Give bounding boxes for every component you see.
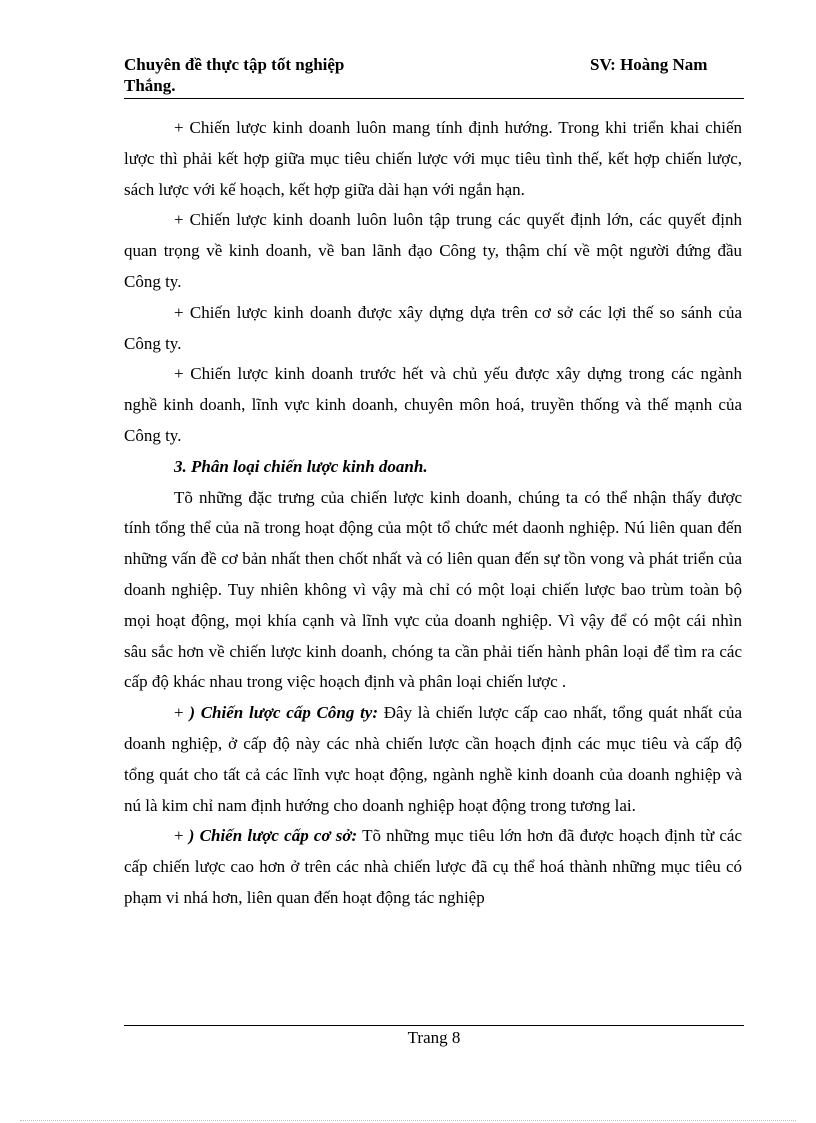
header-divider bbox=[124, 98, 744, 99]
paragraph-2: + Chiến lược kinh doanh luôn luôn tập trung các quyết định lớn, các quyết định quan trọng về kinh doanh, về ban lãnh đạo Công ty, thậm chí về một người đứng đầu Công ty. bbox=[124, 210, 742, 291]
header-title: Chuyên đề thực tập tốt nghiệp bbox=[124, 55, 345, 74]
paragraph-7-prefix: + bbox=[174, 826, 189, 846]
paragraph-5: Tõ những đặc trưng của chiến lược kinh doanh, chúng ta có thể nhận thấy được tính tổng thể của nã trong hoạt động của một tổ chức mét daonh nghiệp. Nú liên quan đến những vấn đề cơ bản nhất then chốt nhất và có liên quan đến sự tồn vong và phát triển của doanh nghiệp. Tuy nhiên không vì vậy mà chỉ có một loại chiến lược bao trùm toàn bộ mọi hoạt động, mọi khía cạnh và lĩnh vực của doanh nghiệp. Vì vậy để có một cái nhìn sâu sắc hơn về chiến lược kinh doanh, chóng ta cần phải tiến hành phân loại để tìm ra các cấp độ khác nhau trong việc hoạch định và phân loại chiến lược . bbox=[124, 487, 742, 692]
paragraph-7 bbox=[124, 821, 742, 913]
paragraph-6-prefix: + bbox=[174, 703, 190, 723]
page-bottom-border bbox=[20, 1120, 796, 1121]
paragraph-6 bbox=[124, 698, 742, 821]
page-body bbox=[124, 113, 742, 914]
paragraph-7-term: ) Chiến lược cấp cơ sở: bbox=[188, 826, 358, 846]
paragraph-6-term: ) Chiến lược cấp Công ty: bbox=[189, 703, 379, 723]
header-author: SV: Hoàng Nam bbox=[590, 55, 708, 74]
section-heading: 3. Phân loại chiến lược kinh doanh. bbox=[174, 456, 428, 476]
page-number: Trang 8 bbox=[407, 1028, 461, 1047]
paragraph-3: + Chiến lược kinh doanh được xây dựng dựa trên cơ sở các lợi thế so sánh của Công ty. bbox=[124, 302, 742, 353]
paragraph-4: + Chiến lược kinh doanh trước hết và chủ yếu được xây dựng trong các ngành nghề kinh doanh, lĩnh vực kinh doanh, chuyên môn hoá, truyền thống và thế mạnh của Công ty. bbox=[124, 364, 742, 445]
header-author-continuation: Thắng. bbox=[124, 76, 176, 95]
footer-divider bbox=[124, 1025, 744, 1026]
paragraph-1: + Chiến lược kinh doanh luôn mang tính định hướng. Trong khi triển khai chiến lược thì phải kết hợp giữa mục tiêu chiến lược với mục tiêu tình thế, kết hợp chiến lược, sách lược với kế hoạch, kết hợp giữa dài hạn với ngắn hạn. bbox=[124, 118, 742, 199]
paragraph-7-text: Tõ những mục tiêu lớn hơn đã được hoạch định từ các cấp chiến lược cao hơn ở trên các nhà chiến lược đã cụ thể hoá thành những mục tiêu có phạm vi nhá hơn, liên quan đến hoạt động tác nghiệp bbox=[124, 826, 743, 907]
paragraph-6-text: Đây là chiến lược cấp cao nhất, tổng quát nhất của doanh nghiệp, ở cấp độ này các nhà chiến lược cần hoạch định các mục tiêu và cấp độ tổng quát cho tất cả các lĩnh vực hoạt động, ngành nghề kinh doanh của doanh nghiệp và nú là kim chỉ nam định hướng cho doanh nghiệp hoạt động trong tương lai. bbox=[124, 703, 742, 815]
